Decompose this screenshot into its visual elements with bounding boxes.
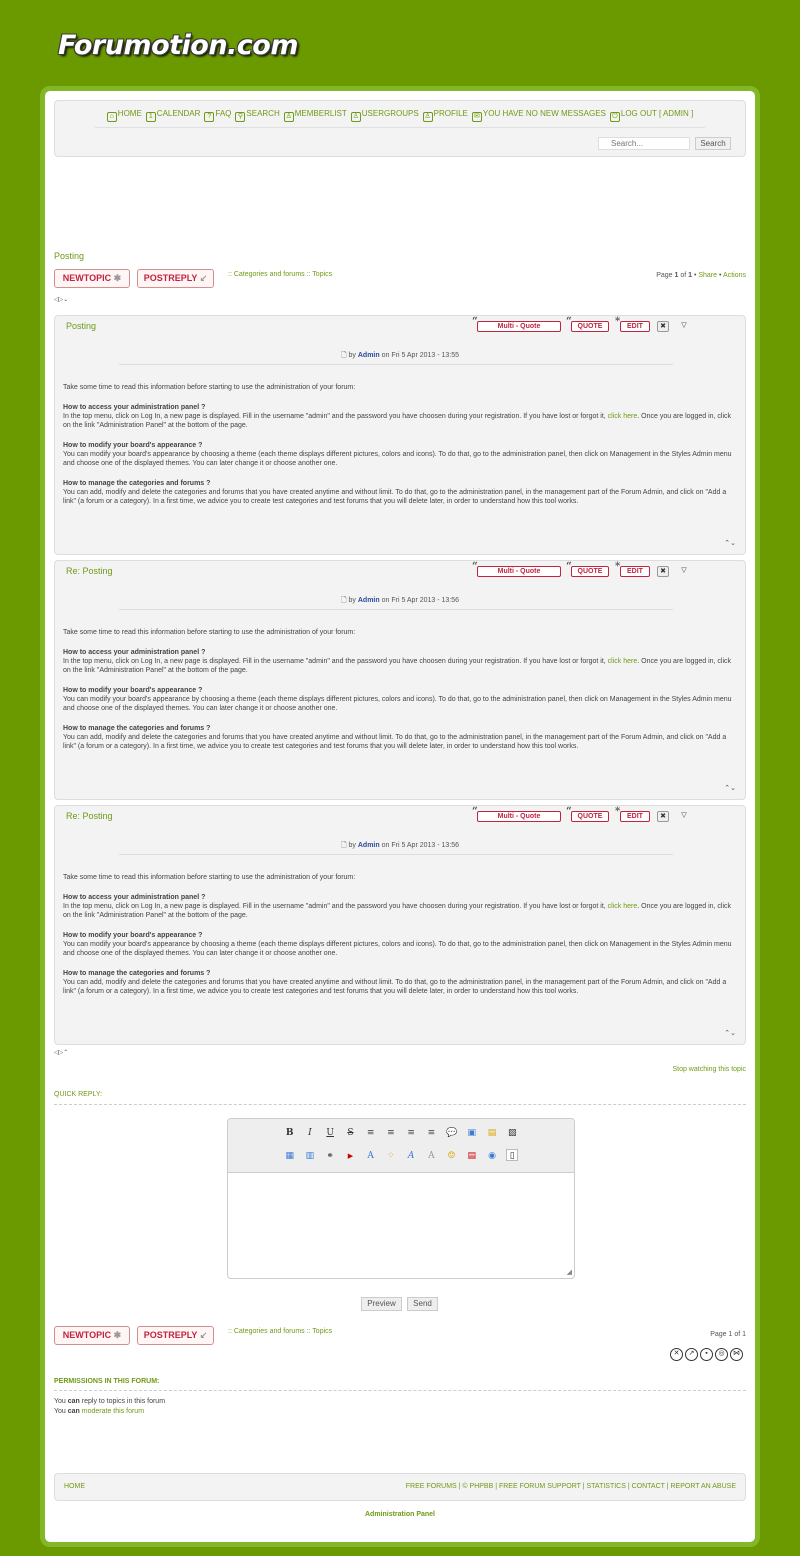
post-meta: 🗋 by Admin on Fri 5 Apr 2013 - 13:55: [340, 352, 460, 359]
nav-arrows-bottom[interactable]: ◁▷⌃: [54, 1050, 69, 1056]
color-icon[interactable]: ⁘: [387, 1151, 395, 1161]
post-title[interactable]: Posting: [66, 321, 97, 331]
post-divider: [119, 854, 673, 855]
post: [54, 315, 746, 555]
font-icon[interactable]: A: [407, 1151, 415, 1161]
post: [54, 805, 746, 1045]
editor-toolbar: [228, 1119, 574, 1173]
post-author[interactable]: Admin: [357, 597, 380, 604]
host-image-icon[interactable]: ▥: [305, 1151, 315, 1161]
post-nav-arrows[interactable]: ⌃⌄: [724, 1030, 736, 1037]
nav-item-home[interactable]: [107, 109, 142, 122]
post-meta: 🗋 by Admin on Fri 5 Apr 2013 - 13:56: [340, 597, 460, 604]
quote-button[interactable]: “ QUOTE: [571, 566, 609, 577]
nav-item-memberlist[interactable]: [284, 109, 347, 122]
permissions-title: PERMISSIONS IN THIS FORUM:: [54, 1378, 160, 1385]
category-links-bottom[interactable]: :: Categories and forums :: Topics: [228, 1328, 333, 1335]
font-size-icon[interactable]: A: [367, 1151, 374, 1161]
permissions-divider: [54, 1390, 746, 1391]
post-icon: 🗋: [340, 842, 347, 849]
mail-icon: ✉: [472, 112, 482, 122]
nav-item-profile[interactable]: [423, 109, 468, 122]
multi-quote-button[interactable]: “ Multi - Quote: [477, 566, 561, 577]
split-icon[interactable]: ◎: [715, 1348, 728, 1361]
nav-item-faq[interactable]: [204, 109, 231, 122]
new-topic-button-bottom[interactable]: NEWTOPIC ✱: [54, 1326, 130, 1345]
category-links[interactable]: :: Categories and forums :: Topics: [228, 271, 333, 278]
click-here-link[interactable]: click here: [607, 903, 638, 910]
star-icon: ✱: [113, 273, 122, 283]
nav-item-label: SEARCH: [246, 109, 280, 118]
post-icon: 🗋: [340, 597, 347, 604]
home-icon: ⌂: [107, 112, 117, 122]
footer: [54, 1473, 746, 1501]
user-icon: ♙: [285, 113, 292, 120]
nav-item-label: LOG OUT [ ADMIN ]: [620, 109, 694, 118]
post-divider: [119, 609, 673, 610]
delete-icon[interactable]: ✖: [657, 811, 669, 822]
youtube-icon[interactable]: ▶: [347, 1152, 354, 1160]
nav-item-log[interactable]: [610, 109, 693, 122]
top-nav: [54, 100, 746, 157]
post-nav-arrows[interactable]: ⌃⌄: [724, 785, 736, 792]
post-icon: 🗋: [340, 352, 347, 359]
stop-watching-link[interactable]: Stop watching this topic: [672, 1066, 746, 1073]
italic-icon[interactable]: I: [308, 1128, 312, 1138]
reply-arrow-icon: ↙: [199, 1330, 208, 1340]
post-body: Take some time to read this information before starting to use the administration of your forum: How to access your administration panel ? In the top menu, click on Log In, a new page is displayed. Fill in the username "admin" and the password you have choosen during your registration. If you have lost or forgot it, click here. Once you are logged in, click on the link "Administration Panel" at the bottom of the page. How to modify your board's appearance ? You can modify your board's appearance by choosing a theme (each theme displays different pictures, colors and icons). To do that, go to the administration panel, then click on Management in the Styles Admin menu and choose one of the displayed themes. You can later change it or choose another one. How to manage the categories and forums ? You can add, modify and delete the categories and forums that you have created anytime and without limit. To do that, go to the administration panel, in the management part of the Forum Admin, and click on "Add a link" (a forum or a category). In a first time, we advice you to create test categories and test forums that you will delete later, in order to understand how this tool works.: [63, 384, 732, 505]
image-icon[interactable]: ▦: [285, 1151, 294, 1161]
report-icon[interactable]: ▽: [681, 812, 687, 819]
click-here-link[interactable]: click here: [607, 658, 638, 665]
help-icon: ?: [204, 112, 214, 122]
star-icon: ✱: [113, 1330, 122, 1340]
admin-panel-link[interactable]: Administration Panel: [364, 1511, 435, 1518]
code-icon[interactable]: ▣: [467, 1128, 477, 1138]
move-icon[interactable]: ↗: [685, 1348, 698, 1361]
report-icon[interactable]: ▽: [681, 567, 687, 574]
power-icon: ⏻: [610, 112, 620, 122]
top-action-bar: [54, 269, 746, 289]
quote-icon[interactable]: 💬: [445, 1128, 458, 1138]
reply-arrow-icon: ↙: [199, 273, 208, 283]
profile-icon: ♙: [424, 113, 431, 120]
post-body: Take some time to read this information before starting to use the administration of your forum: How to access your administration panel ? In the top menu, click on Log In, a new page is displayed. Fill in the username "admin" and the password you have choosen during your registration. If you have lost or forgot it, click here. Once you are logged in, click on the link "Administration Panel" at the bottom of the page. How to modify your board's appearance ? You can modify your board's appearance by choosing a theme (each theme displays different pictures, colors and icons). To do that, go to the administration panel, then click on Management in the Styles Admin menu and choose one of the displayed themes. You can later change it or choose another one. How to manage the categories and forums ? You can add, modify and delete the categories and forums that you have created anytime and without limit. To do that, go to the administration panel, in the management part of the Forum Admin, and click on "Add a link" (a forum or a category). In a first time, we advice you to create test categories and test forums that you will delete later, in order to understand how this tool works.: [63, 874, 732, 995]
search-input[interactable]: [598, 137, 690, 150]
footer-links[interactable]: FREE FORUMS | © PHPBB | FREE FORUM SUPPORT | STATISTICS | CONTACT | REPORT AN ABUSE: [405, 1483, 736, 1490]
align-center-icon[interactable]: ≡: [387, 1128, 395, 1138]
bottom-action-bar: [54, 1326, 746, 1346]
align-left-icon[interactable]: ≡: [366, 1128, 375, 1138]
delete-icon[interactable]: ✕: [670, 1348, 683, 1361]
edit-button[interactable]: * EDIT: [620, 566, 650, 577]
more-icon[interactable]: ◉: [488, 1151, 496, 1161]
quick-reply-title: QUICK REPLY:: [54, 1091, 103, 1098]
quote-button[interactable]: “ QUOTE: [571, 321, 609, 332]
post-divider: [119, 364, 673, 365]
source-icon[interactable]: ▯: [506, 1149, 518, 1161]
group-icon: ♙: [352, 113, 359, 120]
nav-item-label: FAQ: [215, 109, 232, 118]
quote-button[interactable]: “ QUOTE: [571, 811, 609, 822]
nav-links: [55, 109, 745, 122]
calendar-icon: 1: [146, 112, 156, 122]
underline-icon[interactable]: U: [326, 1128, 334, 1138]
nav-item-label: PROFILE: [433, 109, 468, 118]
post-title[interactable]: Re: Posting: [66, 566, 113, 576]
report-icon[interactable]: ▽: [681, 322, 687, 329]
hide-icon[interactable]: ▨: [508, 1128, 517, 1138]
post: [54, 560, 746, 800]
nav-item-search[interactable]: [235, 109, 279, 122]
delete-icon[interactable]: ✖: [657, 566, 669, 577]
post-reply-button[interactable]: POSTREPLY ↙: [137, 269, 214, 288]
smiley-icon[interactable]: ☺: [447, 1151, 456, 1161]
new-topic-button[interactable]: NEWTOPIC ✱: [54, 269, 130, 288]
post-author[interactable]: Admin: [357, 842, 380, 849]
preview-button[interactable]: Preview: [361, 1297, 402, 1311]
post-nav-arrows[interactable]: ⌃⌄: [724, 540, 736, 547]
breadcrumb[interactable]: Posting: [54, 251, 85, 261]
nav-item-label: YOU HAVE NO NEW MESSAGES: [482, 109, 606, 118]
send-button[interactable]: Send: [407, 1297, 438, 1311]
moderate-link[interactable]: moderate this forum: [81, 1408, 145, 1415]
nav-divider: [95, 127, 705, 128]
post-meta: 🗋 by Admin on Fri 5 Apr 2013 - 13:56: [340, 842, 460, 849]
edit-button[interactable]: * EDIT: [620, 811, 650, 822]
merge-icon[interactable]: ⋈: [730, 1348, 743, 1361]
delete-icon[interactable]: ✖: [657, 321, 669, 332]
page-info-bottom: Page 1 of 1: [710, 1331, 746, 1338]
nav-item-you[interactable]: [472, 109, 606, 122]
post-title[interactable]: Re: Posting: [66, 811, 113, 821]
nav-item-label: MEMBERLIST: [294, 109, 347, 118]
link-icon[interactable]: ⚭: [326, 1151, 334, 1161]
bold-icon[interactable]: B: [285, 1128, 294, 1138]
permission-item: You can reply to topics in this forum: [54, 1398, 166, 1405]
resize-handle-icon[interactable]: ◢: [566, 1269, 572, 1276]
nav-item-label: USERGROUPS: [361, 109, 419, 118]
site-logo[interactable]: Forumotion.com: [58, 30, 298, 61]
align-right-icon[interactable]: ≡: [407, 1128, 415, 1138]
lock-icon[interactable]: ▪: [700, 1348, 713, 1361]
actions-link[interactable]: Actions: [723, 272, 746, 279]
reply-editor: [227, 1118, 575, 1279]
main-container: [40, 86, 760, 1547]
post-reply-button-bottom[interactable]: POSTREPLY ↙: [137, 1326, 214, 1345]
post-body: Take some time to read this information before starting to use the administration of your forum: How to access your administration panel ? In the top menu, click on Log In, a new page is displayed. Fill in the username "admin" and the password you have choosen during your registration. If you have lost or forgot it, click here. Once you are logged in, click on the link "Administration Panel" at the bottom of the page. How to modify your board's appearance ? You can modify your board's appearance by choosing a theme (each theme displays different pictures, colors and icons). To do that, go to the administration panel, then click on Management in the Styles Admin menu and choose one of the displayed themes. You can later change it or choose another one. How to manage the categories and forums ? You can add, modify and delete the categories and forums that you have created anytime and without limit. To do that, go to the administration panel, in the management part of the Forum Admin, and click on "Add a link" (a forum or a category). In a first time, we advice you to create test categories and test forums that you will delete later, in order to understand how this tool works.: [63, 629, 732, 750]
search-icon: ⚲: [235, 112, 245, 122]
date-icon[interactable]: ▤: [467, 1151, 477, 1161]
nav-item-label: CALENDAR: [156, 109, 201, 118]
footer-home-link[interactable]: HOME: [64, 1483, 85, 1490]
clear-format-icon[interactable]: A: [428, 1151, 435, 1161]
justify-icon[interactable]: ≡: [427, 1128, 436, 1138]
quick-reply-divider: [54, 1104, 746, 1105]
page-info: Page 1 of 1 • Share • Actions: [656, 272, 746, 279]
permission-item: You can moderate this forum: [54, 1408, 145, 1415]
click-here-link[interactable]: click here: [607, 413, 638, 420]
spoiler-icon[interactable]: ▤: [487, 1128, 497, 1138]
moderation-tools: [668, 1348, 743, 1361]
permissions-list: [54, 1397, 165, 1417]
nav-arrows-top[interactable]: ◁▷⌄: [54, 297, 69, 303]
nav-item-calendar[interactable]: [146, 109, 201, 122]
share-link[interactable]: Share: [698, 272, 718, 279]
edit-button[interactable]: * EDIT: [620, 321, 650, 332]
nav-item-label: HOME: [117, 109, 142, 118]
multi-quote-button[interactable]: “ Multi - Quote: [477, 811, 561, 822]
search-button[interactable]: Search: [695, 137, 731, 150]
post-author[interactable]: Admin: [357, 352, 380, 359]
nav-item-usergroups[interactable]: [351, 109, 419, 122]
multi-quote-button[interactable]: “ Multi - Quote: [477, 321, 561, 332]
strike-icon[interactable]: S: [347, 1128, 354, 1138]
